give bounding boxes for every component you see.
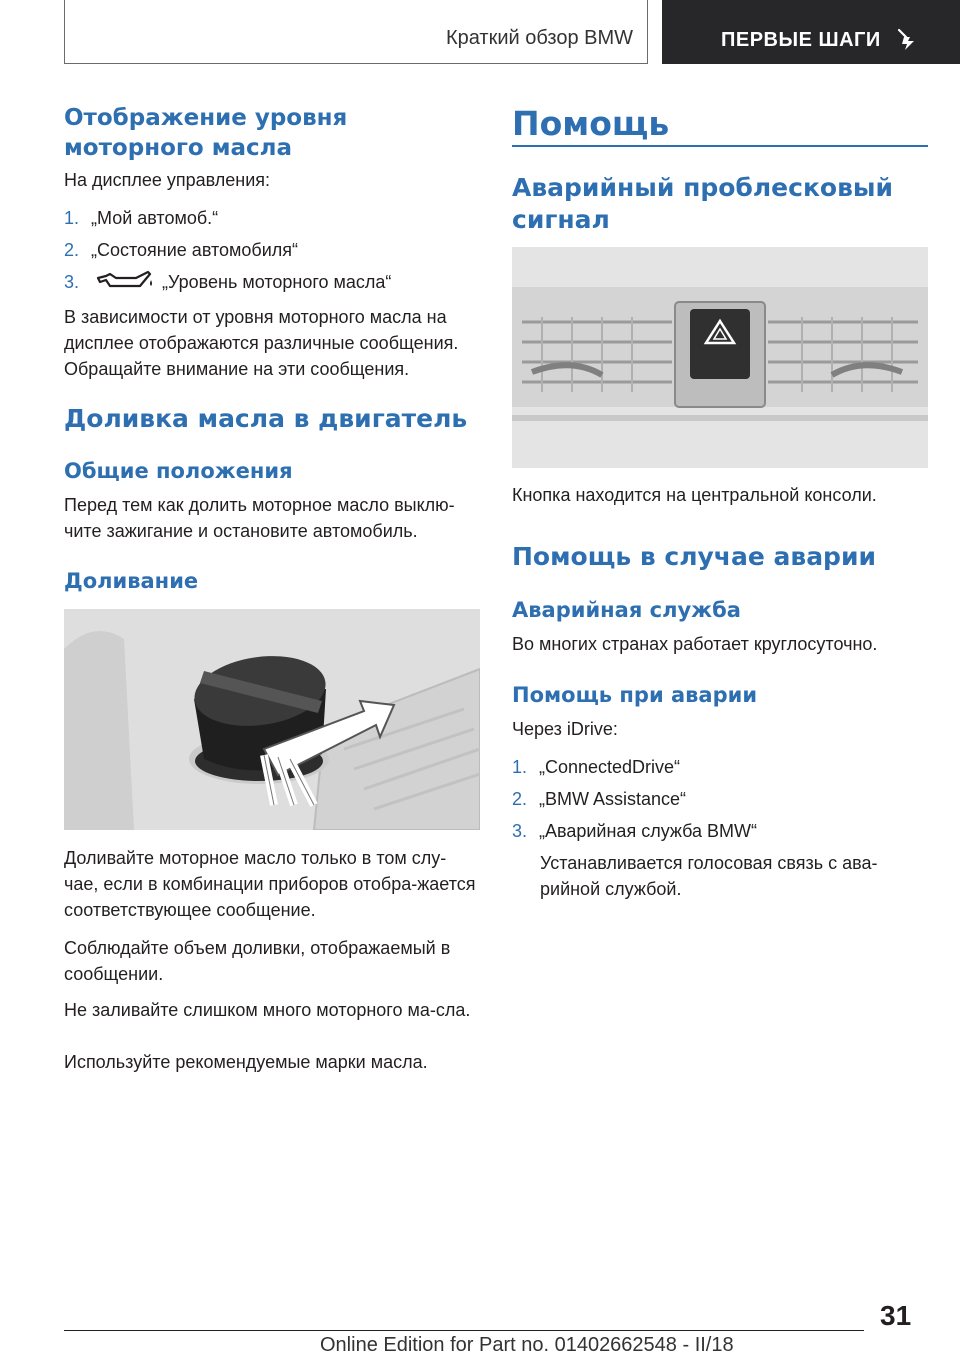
oil-can-icon (96, 270, 154, 292)
general-text: Перед тем как долить моторное масло выклю-чите зажигание и остановите автомобиль. (64, 495, 455, 541)
refill-text-4: Используйте рекомендуемые марки масла. (64, 1052, 428, 1072)
refill-text-1: Доливайте моторное масло только в том слу-чае, если в комбинации приборов отобра-жается соответствующее сообщение. (64, 848, 476, 920)
assist-result: Устанавливается голосовая связь с ава-рийной службой. (540, 853, 878, 899)
emergency-text: Во многих странах работает круглосуточно. (512, 634, 878, 654)
assist-intro: Через iDrive: (512, 719, 618, 739)
topup-heading: Доливка масла в двигатель (64, 404, 468, 433)
help-heading: Помощь (512, 104, 670, 143)
hazard-caption: Кнопка находится на центральной консоли. (512, 485, 877, 505)
assist-heading: Помощь при аварии (512, 683, 758, 707)
hazard-console-illustration (512, 247, 928, 468)
footer-edition: Online Edition for Part no. 01402662548 - II/18 (320, 1334, 734, 1356)
refill-text-3: Не заливайте слишком много моторного ма-сла. (64, 1000, 471, 1020)
oil-level-intro: На дисплее управления: (64, 170, 271, 190)
header-chapter-box (662, 0, 960, 64)
oil-level-note: В зависимости от уровня моторного масла на дисплее отображаются различные сообщения. Обращайте внимание на эти сообщения. (64, 307, 459, 379)
oil-level-heading: Отображение уровня моторного масла (64, 105, 348, 161)
oil-cap-illustration (64, 609, 480, 830)
oil-cap-photo (64, 609, 480, 830)
refill-text-2: Соблюдайте объем доливки, отображаемый в сообщении. (64, 938, 451, 984)
header-chapter-title: ПЕРВЫЕ ШАГИ (721, 29, 881, 51)
general-heading: Общие положения (64, 459, 293, 483)
lightning-pen-icon (895, 28, 919, 52)
emergency-heading: Аварийная служба (512, 598, 741, 622)
list-item[interactable]: 1. „ConnectedDrive“ (512, 757, 681, 777)
page-number: 31 (880, 1300, 912, 1331)
list-item[interactable]: 3. „Аварийная служба BMW“ (512, 821, 758, 841)
accident-heading: Помощь в случае аварии (512, 542, 876, 571)
header-section-box (64, 0, 648, 64)
list-item[interactable]: 1. „Мой автомоб.“ (64, 208, 219, 228)
hazard-heading: Аварийный проблесковый сигнал (512, 173, 894, 234)
refill-heading: Доливание (64, 569, 199, 593)
footer-divider (64, 1330, 864, 1331)
list-item[interactable]: 2. „BMW Assistance“ (512, 789, 687, 809)
heading-divider (512, 145, 928, 147)
header-section-title: Краткий обзор BMW (445, 27, 633, 49)
hazard-button-photo (512, 247, 928, 468)
list-item[interactable]: 3. „Уровень моторного масла“ (64, 272, 392, 292)
list-item[interactable]: 2. „Состояние автомобиля“ (64, 240, 299, 260)
